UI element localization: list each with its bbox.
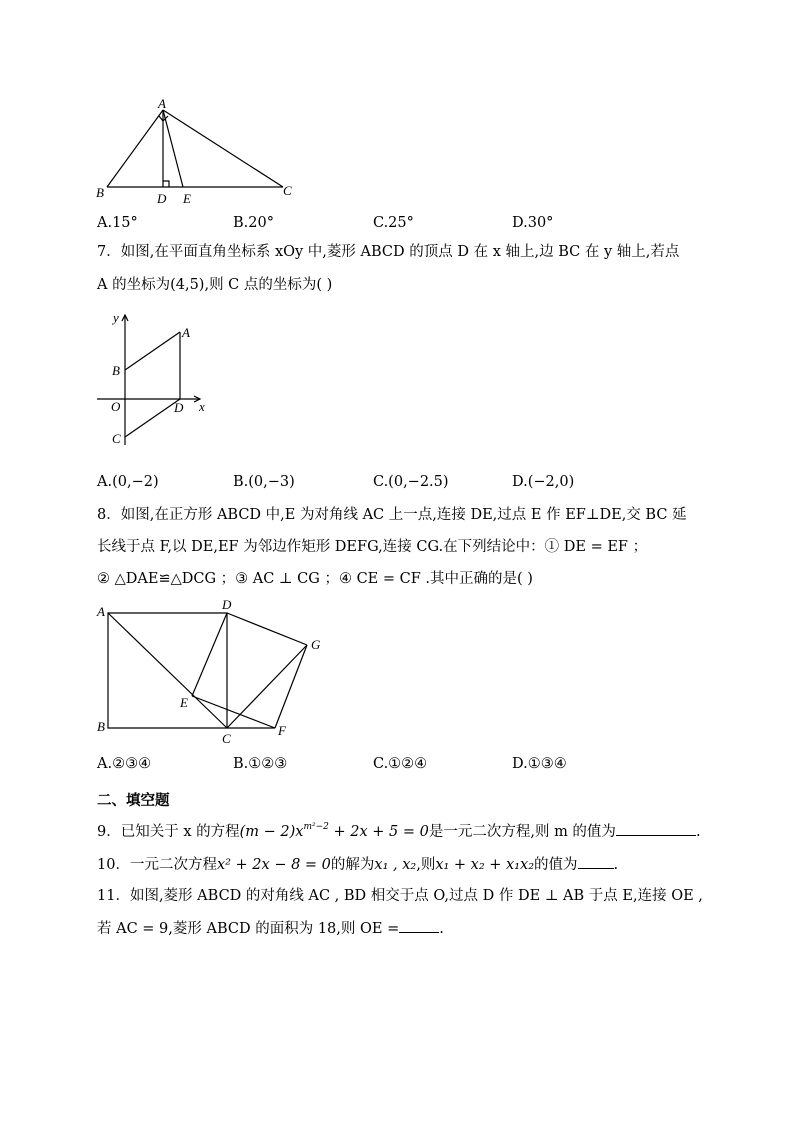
q10-middle: 的解为 — [330, 857, 375, 873]
q8-label-B: B — [97, 719, 105, 734]
q9-exponent: m²−2 — [303, 822, 329, 832]
q6-side-AB — [107, 110, 163, 187]
q9-end: . — [695, 824, 701, 840]
q11-line2-end: . — [439, 921, 444, 937]
q11-line2-prefix: 若 AC = 9,菱形 ABCD 的面积为 18,则 OE = — [97, 921, 400, 937]
q10-text — [97, 854, 618, 875]
q9-text — [97, 817, 701, 842]
q7-side-DC — [125, 399, 180, 437]
q9-equation: (m − 2)x — [239, 824, 304, 840]
q8-segment-GF — [275, 645, 307, 728]
q7-label-O: O — [111, 399, 121, 414]
q8-segment-EF — [192, 696, 275, 728]
q7-text-line2: A 的坐标为(4,5),则 C 点的坐标为( ) — [97, 277, 333, 293]
q10-prefix: 10．一元二次方程 — [97, 857, 217, 873]
q8-option-c[interactable]: C.①②④ — [373, 756, 428, 772]
q11-text-line1: 11．如图,菱形 ABCD 的对角线 AC , BD 相交于点 O,过点 D 作 DE ⊥ AB 于点 E,连接 OE , — [97, 888, 703, 904]
q8-option-d[interactable]: D.①③④ — [512, 756, 567, 772]
q8-label-E: E — [180, 695, 188, 710]
q10-equation: x² + 2x − 8 = 0 — [216, 857, 331, 873]
q8-text-line3: ② △DAE≌△DCG ；③ AC ⊥ CG ；④ CE = CF .其中正确的是( ) — [97, 571, 533, 587]
q6-label-A: A — [158, 96, 166, 111]
q7-option-c[interactable]: C.(0,−2.5) — [373, 474, 449, 490]
q9-answer-blank[interactable] — [616, 821, 696, 836]
q7-label-y: y — [113, 310, 119, 325]
q9-equation-rest: + 2x + 5 = 0 — [328, 824, 429, 840]
q8-label-G: G — [311, 637, 321, 652]
q6-label-B: B — [96, 185, 104, 200]
q8-label-C: C — [222, 731, 231, 746]
q6-option-d[interactable]: D.30° — [512, 215, 554, 231]
q10-answer-blank[interactable] — [578, 854, 614, 869]
q7-label-x: x — [199, 399, 205, 414]
q6-option-a[interactable]: A.15° — [97, 215, 138, 231]
q7-label-D: D — [174, 400, 184, 415]
q7-option-d[interactable]: D.(−2,0) — [512, 474, 575, 490]
q7-text-line1: 7．如图,在平面直角坐标系 xOy 中,菱形 ABCD 的顶点 D 在 x 轴上,边 BC 在 y 轴上,若点 — [97, 244, 680, 260]
q7-label-C: C — [112, 431, 121, 446]
q10-roots: x₁ , x₂ — [374, 857, 417, 873]
q6-triangle-figure — [0, 0, 794, 220]
q8-label-F: F — [278, 723, 286, 738]
q8-square-figure — [0, 595, 794, 755]
q9-suffix: 是一元二次方程,则 m 的值为 — [428, 824, 616, 840]
q6-label-E: E — [183, 191, 191, 206]
q10-suffix: 的值为 — [534, 857, 578, 873]
q8-option-a[interactable]: A.②③④ — [97, 756, 152, 772]
q9-prefix: 9．已知关于 x 的方程 — [97, 824, 240, 840]
q8-segment-DE — [192, 613, 227, 696]
q8-option-b[interactable]: B.①②③ — [233, 756, 288, 772]
q7-side-BA — [125, 332, 180, 370]
q6-side-AC — [163, 110, 283, 187]
q11-answer-blank[interactable] — [399, 918, 439, 933]
q8-segment-CG — [227, 645, 307, 728]
q10-expr: x₁ + x₂ + x₁x₂ — [435, 857, 535, 873]
q10-end: . — [613, 857, 619, 873]
q6-option-c[interactable]: C.25° — [373, 215, 414, 231]
q6-label-D: D — [157, 191, 167, 206]
q8-text-line1: 8．如图,在正方形 ABCD 中,E 为对角线 AC 上一点,连接 DE,过点 E 作 EF⊥DE,交 BC 延 — [97, 507, 687, 523]
q8-label-D: D — [222, 597, 232, 612]
q6-label-C: C — [283, 183, 292, 198]
q8-segment-DG — [227, 613, 307, 645]
q6-option-b[interactable]: B.20° — [233, 215, 274, 231]
q6-right-angle-D — [163, 181, 169, 187]
q8-text-line2: 长线于点 F,以 DE,EF 为邻边作矩形 DEFG,连接 CG.在下列结论中：① DE = EF ； — [97, 539, 648, 555]
q7-option-a[interactable]: A.(0,−2) — [97, 474, 159, 490]
q7-label-A: A — [182, 325, 190, 340]
q10-then: ,则 — [416, 857, 436, 873]
q8-diagonal-AC — [108, 613, 227, 728]
q8-label-A: A — [97, 604, 105, 619]
q11-text-line2 — [97, 918, 444, 939]
q7-label-B: B — [112, 363, 120, 378]
q7-coordinate-figure — [0, 300, 794, 460]
q7-option-b[interactable]: B.(0,−3) — [233, 474, 295, 490]
section-title-fill-in: 二、填空题 — [97, 793, 170, 809]
